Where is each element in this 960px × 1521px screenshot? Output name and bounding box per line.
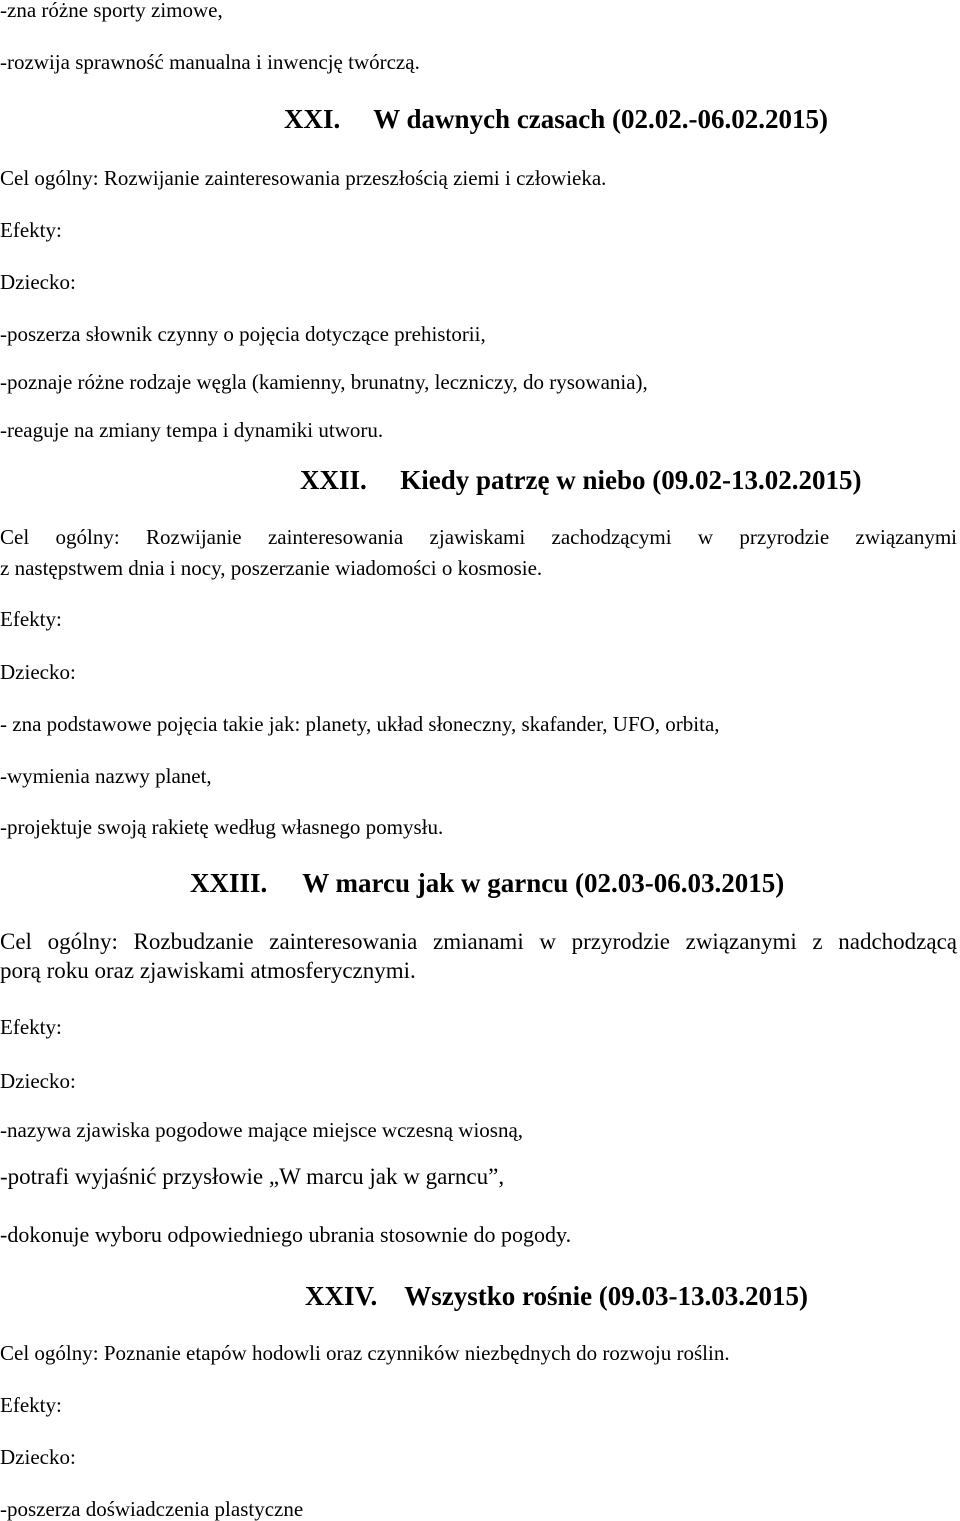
- bullet-text: -poznaje różne rodzaje węgla (kamienny, brunatny, leczniczy, do rysowania),: [0, 370, 648, 394]
- bullet-text: -reaguje na zmiany tempa i dynamiki utworu.: [0, 418, 384, 442]
- child-label: Dziecko:: [0, 660, 76, 684]
- goal-text: Cel ogólny: Poznanie etapów hodowli oraz czynników niezbędnych do rozwoju roślin.: [0, 1341, 730, 1365]
- bullet-text: -poszerza słownik czynny o pojęcia dotyczące prehistorii,: [0, 322, 486, 346]
- section-heading-xxii: [300, 465, 861, 495]
- goal-text: Cel ogólny: Rozwijanie zainteresowania zjawiskami zachodzącymi w przyrodzie związanymi: [0, 525, 957, 549]
- goal-text-continued: porą roku oraz zjawiskami atmosferycznymi.: [0, 958, 416, 983]
- bullet-text: -zna różne sporty zimowe,: [0, 0, 223, 22]
- section-title: W dawnych czasach (02.02.-06.02.2015): [373, 104, 829, 134]
- effects-label: Efekty:: [0, 607, 62, 631]
- goal-text: Cel ogólny: Rozwijanie zainteresowania przeszłością ziemi i człowieka.: [0, 166, 607, 190]
- effects-label: Efekty:: [0, 218, 62, 242]
- goal-text-continued: z następstwem dnia i nocy, poszerzanie wiadomości o kosmosie.: [0, 556, 543, 580]
- bullet-text: -wymienia nazwy planet,: [0, 764, 212, 788]
- effects-label: Efekty:: [0, 1015, 62, 1039]
- section-number: XXII.: [300, 465, 367, 495]
- section-heading-xxiv: [305, 1281, 808, 1311]
- effects-label: Efekty:: [0, 1393, 62, 1417]
- section-number: XXIII.: [190, 868, 268, 898]
- goal-text: Cel ogólny: Rozbudzanie zainteresowania zmianami w przyrodzie związanymi z nadchodzącą: [0, 929, 957, 954]
- section-title: Wszystko rośnie (09.03-13.03.2015): [404, 1281, 809, 1311]
- section-heading-xxiii: [190, 868, 784, 898]
- bullet-text: -projektuje swoją rakietę według własnego pomysłu.: [0, 815, 444, 839]
- bullet-text: -potrafi wyjaśnić przysłowie „W marcu jak w garncu”,: [0, 1164, 505, 1189]
- section-number: XXI.: [284, 104, 341, 134]
- bullet-text: - zna podstawowe pojęcia takie jak: planety, układ słoneczny, skafander, UFO, orbita,: [0, 712, 720, 736]
- child-label: Dziecko:: [0, 1445, 76, 1469]
- bullet-text: -dokonuje wyboru odpowiedniego ubrania stosownie do pogody.: [0, 1222, 572, 1247]
- child-label: Dziecko:: [0, 270, 76, 294]
- section-title: Kiedy patrzę w niebo (09.02-13.02.2015): [400, 465, 862, 495]
- bullet-text: -nazywa zjawiska pogodowe mające miejsce wczesną wiosną,: [0, 1118, 524, 1142]
- bullet-text: -rozwija sprawność manualna i inwencję twórczą.: [0, 50, 420, 74]
- section-title: W marcu jak w garncu (02.03-06.03.2015): [302, 868, 785, 898]
- section-heading-xxi: [284, 104, 828, 134]
- bullet-text: -poszerza doświadczenia plastyczne: [0, 1497, 304, 1521]
- child-label: Dziecko:: [0, 1069, 76, 1093]
- section-number: XXIV.: [305, 1281, 378, 1311]
